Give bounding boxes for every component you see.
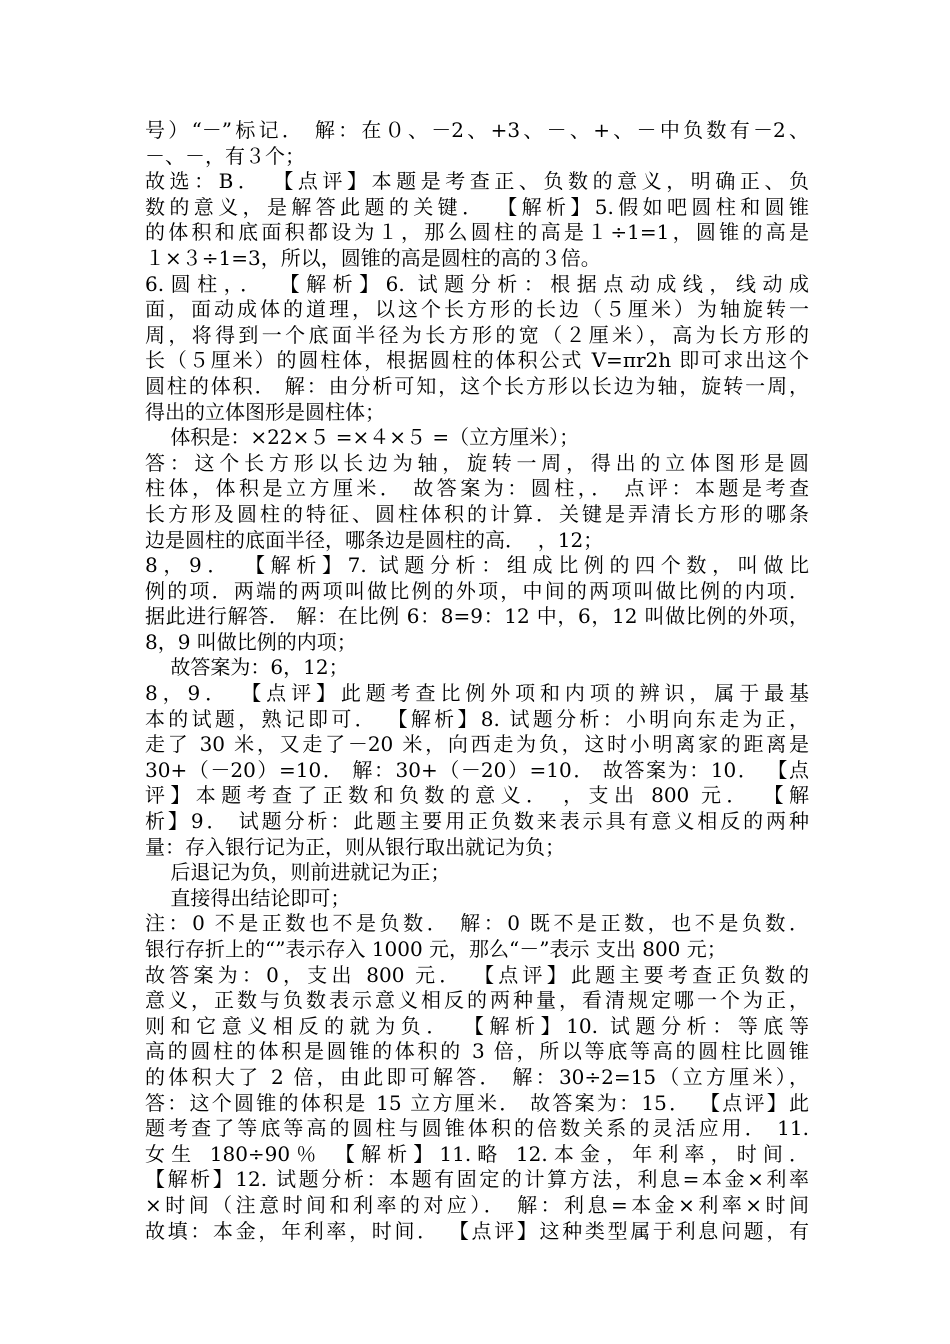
text-line: 面，面动成体的道理，以这个长方形的长边（５厘米）为轴旋转一 [145, 297, 809, 322]
text-line: 高的圆柱的体积是圆锥的体积的 3 倍，所以等底等高的圆柱比圆锥 [145, 1039, 809, 1064]
text-line: 长（５厘米）的圆柱体，根据圆柱的体积公式 V=πr2h 即可求出这个 [145, 348, 809, 373]
text-line: 后退记为负，则前进就记为正； [145, 860, 451, 885]
text-line: 的体积大了 2 倍，由此即可解答． 解：30÷2=15（立方厘米）， [145, 1064, 809, 1089]
text-line: 直接得出结论即可； [145, 885, 351, 910]
text-line: １×３÷1=3，所以，圆锥的高是圆柱的高的３倍。 [145, 245, 601, 270]
text-line: 据此进行解答． 解：在比例 6：8=9：12 中，6，12 叫做比例的外项， [145, 604, 809, 629]
text-line: 量：存入银行记为正，则从银行取出就记为负； [145, 834, 565, 859]
text-line: 30+（－20）=10． 解：30+（－20）=10． 故答案为：10． 【点 [145, 757, 809, 782]
text-line: 故选：B． 【点评】本题是考查正、负数的意义，明确正、负 [145, 169, 809, 194]
text-line: 评】本题考查了正数和负数的意义． ，支出 800 元． 【解 [145, 783, 809, 808]
text-line: 银行存折上的“”表示存入 1000 元，那么“－”表示 支出 800 元； [145, 937, 727, 961]
text-line: 周，将得到一个底面半径为长方形的宽（２厘米），高为长方形的 [145, 322, 809, 347]
text-line: 题考查了等底等高的圆柱与圆锥体积的倍数关系的灵活应用． 11. [145, 1116, 809, 1141]
text-line: 【解析】12. 试题分析：本题有固定的计算方法，利息=本金×利率 [145, 1167, 809, 1192]
text-line: 答：这个圆锥的体积是 15 立方厘米． 故答案为：15． 【点评】此 [145, 1090, 809, 1115]
text-line: 8，9． 【解析】7. 试题分析：组成比例的四个数，叫做比 [145, 553, 809, 578]
text-line: 体积是：×22×５ =×４×５ =（立方厘米）； [145, 425, 580, 450]
text-line: 边是圆柱的底面半径，哪条边是圆柱的高． ，12； [145, 527, 604, 552]
text-line: 6.圆柱，． 【解析】6. 试题分析：根据点动成线，线动成 [145, 271, 809, 296]
text-line: 圆柱的体积． 解：由分析可知，这个长方形以长边为轴，旋转一周， [145, 373, 809, 398]
text-line: 故答案为：6，12； [145, 655, 349, 680]
text-line: 的体积和底面积都设为１，那么圆柱的高是１÷1=1，圆锥的高是 [145, 220, 809, 245]
text-line: 柱体，体积是立方厘米． 故答案为：圆柱，． 点评：本题是考查 [145, 476, 809, 501]
text-line: 注：0 不是正数也不是负数． 解：0 既不是正数，也不是负数． [145, 911, 809, 936]
text-line: 得出的立体图形是圆柱体； [145, 399, 385, 424]
text-line: ×时间（注意时间和利率的对应）． 解：利息=本金×利率×时间 [145, 1192, 809, 1217]
text-line: 答：这个长方形以长边为轴，旋转一周，得出的立体图形是圆 [145, 450, 809, 475]
text-line: 8，9． 【点评】此题考查比例外项和内项的辨识，属于最基 [145, 681, 809, 706]
text-line: 走了 30 米，又走了－20 米，向西走为负，这时小明离家的距离是 [145, 732, 809, 757]
text-line: 数的意义，是解答此题的关键． 【解析】5.假如吧圆柱和圆锥 [145, 194, 809, 219]
text-line: 8，9 叫做比例的内项； [145, 629, 357, 654]
text-line: 析】9． 试题分析：此题主要用正负数来表示具有意义相反的两种 [145, 809, 809, 834]
text-line: 故答案为：0，支出 800 元． 【点评】此题主要考查正负数的 [145, 962, 809, 987]
text-line: 例的项．两端的两项叫做比例的外项，中间的两项叫做比例的内项． [145, 578, 809, 603]
text-line: 本的试题，熟记即可． 【解析】8. 试题分析：小明向东走为正， [145, 706, 809, 731]
text-line: －、－，有３个； [145, 143, 305, 168]
document-body [145, 118, 809, 1244]
text-line: 则和它意义相反的就为负． 【解析】10. 试题分析：等底等 [145, 1013, 809, 1038]
text-line: 号）“－”标记． 解：在０、－2、+3、－、+、－中负数有－2、 [145, 118, 809, 142]
text-line: 女生 180÷90％ 【解析】11.略 12.本金，年利率，时间． [145, 1141, 809, 1166]
text-line: 故填：本金，年利率，时间． 【点评】这种类型属于利息问题，有 [145, 1218, 809, 1243]
text-line: 意义，正数与负数表示意义相反的两种量，看清规定哪一个为正， [145, 988, 809, 1013]
text-line: 长方形及圆柱的特征、圆柱体积的计算．关键是弄清长方形的哪条 [145, 501, 809, 526]
